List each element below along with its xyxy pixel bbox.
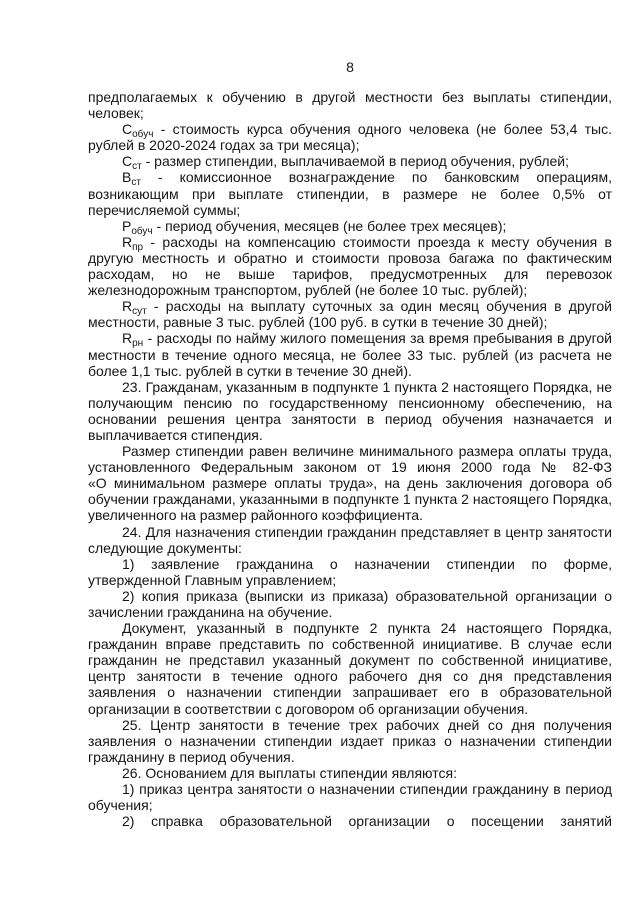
- formula-subscript: обуч: [132, 129, 154, 141]
- text-line: местности в течение одного месяца, не более 33 тыс. рублей (из расчета не: [88, 346, 612, 363]
- line-text: - период обучения, месяцев (не более трех месяцев);: [152, 217, 507, 234]
- text-line: [88, 121, 612, 141]
- clause-25: [88, 717, 612, 765]
- text-line: 1) приказ центра занятости о назначении стипендии гражданину в период: [122, 781, 612, 798]
- list-item: [88, 813, 612, 829]
- formula-subscript: обуч: [131, 225, 153, 237]
- text-line: [88, 217, 612, 237]
- list-item: [88, 588, 612, 620]
- text-line: «О минимальном размере оплаты труда», на день заключения договора об: [88, 475, 612, 492]
- formula-subscript: ст: [132, 161, 142, 173]
- formula-symbol: R: [122, 330, 133, 347]
- text-line: железнодорожным транспортом, рублей (не более 10 тыс. рублей);: [88, 282, 528, 299]
- text-line: гражданин вправе представить по собственной инициативе. В случае если: [88, 636, 612, 653]
- text-line: [88, 330, 612, 350]
- line-text: - расходы на компенсацию стоимости проезда к месту обучения в: [143, 233, 612, 250]
- text-line: обучении гражданами, указанными в подпункте 1 пункта 2 настоящего Порядка,: [88, 491, 612, 508]
- text-line: местности, равные 3 тыс. рублей (100 руб. в сутки в течение 30 дней);: [88, 314, 548, 331]
- clause-26: [88, 765, 612, 781]
- text-line: 25. Центр занятости в течение трех рабочих дней со дня получения: [122, 716, 612, 733]
- formula-term-paragraph: [88, 234, 612, 298]
- document-body: [88, 89, 612, 829]
- text-line: [88, 169, 612, 189]
- text-line: следующие документы:: [88, 539, 242, 556]
- formula-term-paragraph: [88, 153, 612, 173]
- text-line: 23. Гражданам, указанным в подпункте 1 пункта 2 настоящего Порядка, не: [122, 378, 612, 395]
- text-line: предполагаемых к обучению в другой местности без выплаты стипендии,: [88, 89, 612, 105]
- text-line: более 1,1 тыс. рублей в сутки в течение 30 дней).: [88, 362, 412, 379]
- text-line: возникающим при выплате стипендии, в размере не более 0,5% от: [88, 185, 612, 202]
- formula-subscript: пр: [132, 241, 144, 253]
- line-text: - стоимость курса обучения одного человека (не более 53,4 тыс.: [153, 121, 612, 138]
- formula-symbol: В: [122, 169, 132, 186]
- paragraph: [88, 620, 612, 717]
- list-item: [88, 781, 612, 813]
- text-line: 2) копия приказа (выписки из приказа) образовательной организации о: [122, 587, 612, 604]
- formula-symbol: R: [122, 233, 133, 250]
- text-line: выплачивается стипендия.: [88, 426, 263, 443]
- list-item: [88, 556, 612, 588]
- text-line: расходам, но не выше тарифов, предусмотренных для перевозок: [88, 266, 612, 283]
- text-line: Размер стипендии равен величине минимального размера оплаты труда,: [122, 443, 612, 460]
- line-text: - расходы по найму жилого помещения за время пребывания в другой: [143, 330, 612, 347]
- line-text: - расходы на выплату суточных за один месяц обучения в другой: [146, 298, 612, 315]
- formula-term-paragraph: [88, 121, 612, 153]
- text-line: заявления о назначении стипендии издает приказ о назначении стипендии: [88, 732, 612, 749]
- text-line: гражданину в период обучения.: [88, 748, 295, 765]
- text-line: основании решения центра занятости в период обучения назначается и: [88, 410, 612, 427]
- formula-symbol: Р: [122, 217, 132, 234]
- clause-23: [88, 379, 612, 443]
- formula-term-paragraph: [88, 217, 612, 237]
- formula-subscript: сут: [132, 306, 147, 318]
- text-line: центр занятости в течение одного рабочего дня со дня представления: [88, 668, 612, 685]
- formula-subscript: ст: [131, 177, 141, 189]
- paragraph: [88, 443, 612, 523]
- text-line: 24. Для назначения стипендии гражданин представляет в центр занятости: [122, 523, 612, 540]
- formula-term-paragraph: [88, 298, 612, 330]
- clause-24: [88, 524, 612, 556]
- text-line: 26. Основанием для выплаты стипендии являются:: [122, 764, 457, 781]
- text-line: утвержденной Главным управлением;: [88, 571, 337, 588]
- text-line: организации в соответствии с договором об организации обучения.: [88, 700, 529, 717]
- text-line: Документ, указанный в подпункте 2 пункта 24 настоящего Порядка,: [122, 620, 612, 637]
- formula-symbol: С: [122, 121, 133, 138]
- text-line: увеличенного на размер районного коэффициента.: [88, 507, 423, 524]
- text-line: перечисляемой суммы;: [88, 201, 241, 218]
- text-line: [88, 298, 612, 318]
- text-line: зачислении гражданина на обучение.: [88, 604, 333, 620]
- text-line: установленного Федеральным законом от 19 июня 2000 года № 82-ФЗ: [88, 459, 612, 476]
- text-line: заявления о назначении стипендии запрашивает его в образовательной: [88, 684, 612, 701]
- text-line: [88, 233, 612, 253]
- text-line: человек;: [88, 105, 144, 122]
- line-text: - размер стипендии, выплачиваемой в период обучения, рублей;: [141, 153, 569, 170]
- formula-term-paragraph: [88, 330, 612, 378]
- page-number: 8: [346, 59, 354, 75]
- text-line: другую местность и обратно и стоимости провоза багажа по фактическим: [88, 249, 612, 266]
- paragraph: [88, 89, 612, 121]
- text-line: получающим пенсию по государственному пенсионному обеспечению, на: [88, 394, 612, 411]
- formula-subscript: рн: [132, 338, 144, 350]
- text-line: [88, 153, 612, 173]
- formula-symbol: С: [122, 153, 133, 170]
- formula-term-paragraph: [88, 169, 612, 217]
- text-line: обучения;: [88, 797, 153, 814]
- text-line: 1) заявление гражданина о назначении стипендии по форме,: [122, 555, 612, 572]
- text-line: 2) справка образовательной организации о посещении занятий: [122, 813, 612, 830]
- text-line: рублей в 2020-2024 годах за три месяца);: [88, 137, 360, 154]
- text-line: гражданин не представил указанный документ по собственной инициативе,: [88, 652, 612, 669]
- line-text: - комиссионное вознаграждение по банковским операциям,: [140, 169, 612, 186]
- formula-symbol: R: [122, 298, 133, 315]
